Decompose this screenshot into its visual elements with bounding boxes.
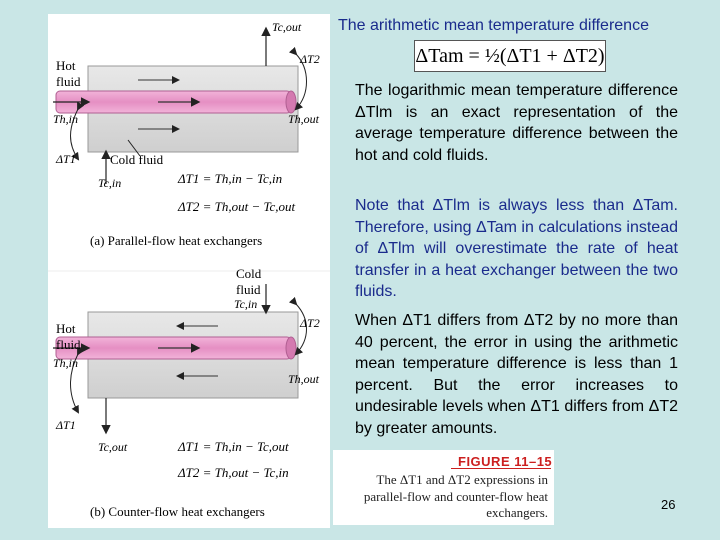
arithmetic-mean-formula: ΔTam = ½(ΔT1 + ΔT2) — [414, 40, 606, 72]
figure-caption-rule — [451, 468, 551, 469]
figure-caption-text: The ΔT1 and ΔT2 expressions in parallel-flow and counter-flow heat exchangers. — [363, 472, 548, 520]
label-th-out-b: Th,out — [288, 372, 320, 386]
counter-eq2: ΔT2 = Th,out − Tc,in — [178, 465, 289, 480]
label-cold: Cold — [236, 266, 262, 281]
counter-caption: (b) Counter-flow heat exchangers — [90, 504, 265, 519]
parallel-eq2: ΔT2 = Th,out − Tc,out — [178, 199, 296, 214]
figure-caption-box — [333, 450, 554, 525]
figure-caption-title: FIGURE 11–15 — [458, 454, 553, 469]
label-tc-out-b: Tc,out — [98, 440, 128, 454]
parallel-eq1: ΔT1 = Th,in − Tc,in — [178, 171, 283, 186]
label-cold-fluid: Cold fluid — [110, 152, 164, 167]
label-th-in: Th,in — [53, 112, 79, 126]
label-dt1: ΔT1 — [56, 152, 76, 166]
label-tc-out: Tc,out — [272, 20, 302, 34]
label-tc-in: Tc,in — [98, 176, 122, 190]
label-th-out: Th,out — [288, 112, 320, 126]
label-hot-b: Hot — [56, 321, 76, 336]
paragraph-lmtd-exact: The logarithmic mean temperature difference ΔTlm is an exact representation of the average temperature difference between the hot and cold fluids. — [355, 82, 678, 164]
counter-flow-diagram — [53, 284, 307, 432]
counter-eq1: ΔT1 = Th,in − Tc,out — [178, 439, 289, 454]
label-tc-in-b: Tc,in — [234, 297, 258, 311]
page-number: 26 — [661, 497, 676, 512]
heat-exchanger-figure — [48, 14, 330, 528]
label-dt2-b: ΔT2 — [300, 316, 320, 330]
label-th-in-b: Th,in — [53, 356, 79, 370]
label-fluid: fluid — [56, 74, 81, 89]
paragraph-error-bound: When ΔT1 differs from ΔT2 by no more than 40 percent, the error in using the arithmetic mean temperature difference is less than 1 percent. But the error increases to undesirable levels when ΔT1 differs from ΔT2 by greater amounts. — [355, 312, 678, 437]
label-dt2: ΔT2 — [300, 52, 320, 66]
counter-pipe-end — [286, 337, 296, 359]
slide-title: The arithmetic mean temperature difference — [338, 17, 649, 34]
parallel-caption: (a) Parallel-flow heat exchangers — [90, 233, 263, 248]
label-fluid-c: fluid — [236, 282, 261, 297]
label-dt1-b: ΔT1 — [56, 418, 76, 432]
label-fluid-b: fluid — [56, 337, 81, 352]
parallel-pipe-end — [286, 91, 296, 113]
label-hot: Hot — [56, 58, 76, 73]
parallel-flow-diagram — [53, 29, 307, 184]
paragraph-lmtd-note: Note that ΔTlm is always less than ΔTam. Therefore, using ΔTam in calculations instead of ΔTlm will overestimate the rate of heat transfer in a heat exchanger between the two fluids. — [355, 197, 678, 300]
